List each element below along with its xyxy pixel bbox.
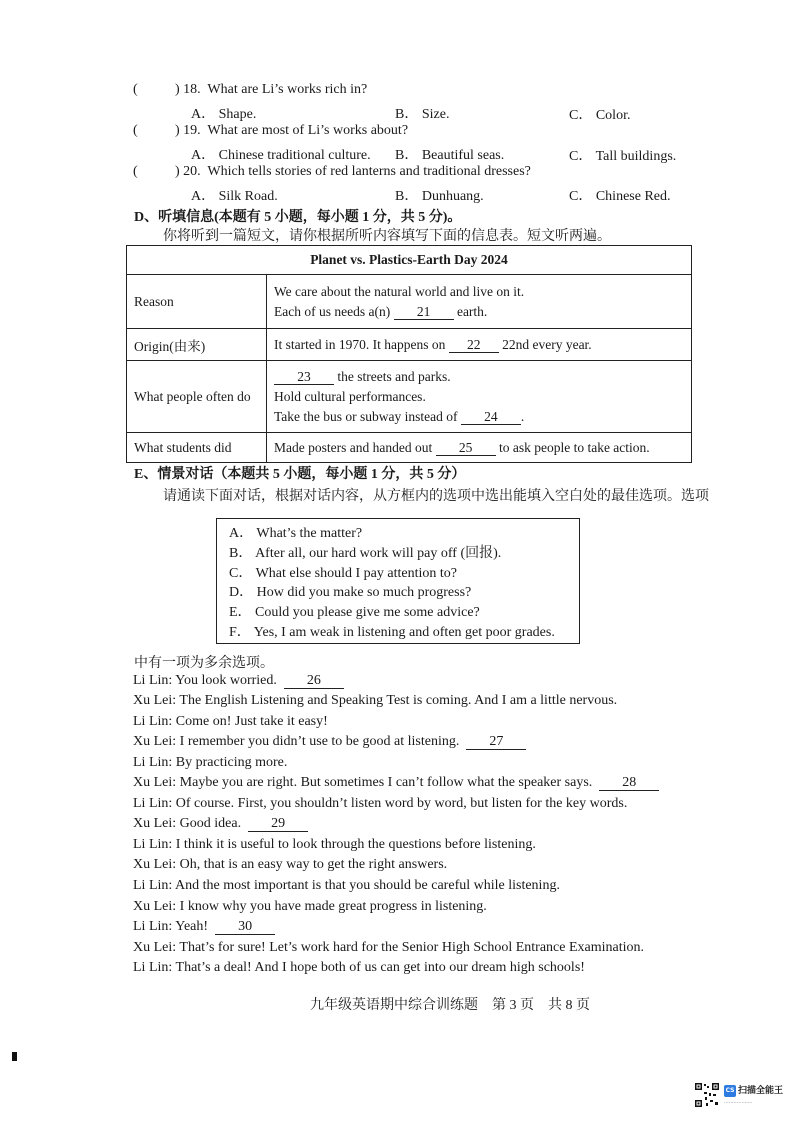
question-number: ) 18. [175, 82, 201, 97]
option-b: B． Dunhuang. [395, 189, 484, 204]
blank-28[interactable]: 28 [599, 775, 659, 791]
scanner-tagline-decoration: ·················· [724, 1100, 753, 1106]
blank-30[interactable]: 30 [215, 919, 275, 935]
reason-line-2: Each of us needs a(n) 21 earth. [274, 303, 488, 319]
question-text: What are Li’s works rich in? [207, 82, 368, 97]
option-c: C． Color. [569, 108, 631, 123]
dialogue-line: Xu Lei: That’s for sure! Let’s work hard for the Senior High School Entrance Examination. [133, 940, 644, 955]
dialogue-line: Xu Lei: Good idea. 29 [133, 815, 308, 833]
option-c: C． Chinese Red. [569, 189, 671, 204]
option-a: A． Silk Road. [191, 189, 278, 204]
qr-code-icon [694, 1082, 720, 1108]
dialogue-line: Li Lin: Come on! Just take it easy! [133, 714, 328, 729]
row-content-origin: It started in 1970. It happens on 22 22nd every year. [267, 329, 692, 361]
question-18 [133, 82, 367, 98]
option-d: D． How did you make so much progress? [229, 585, 472, 601]
dialogue-line: Xu Lei: I know why you have made great progress in listening. [133, 899, 487, 914]
dialogue-line: Li Lin: Yeah! 30 [133, 918, 275, 936]
question-19 [133, 123, 408, 139]
blank-21[interactable]: 21 [394, 304, 454, 320]
dialogue-line: Xu Lei: The English Listening and Speaking Test is coming. And I am a little nervous. [133, 693, 618, 708]
people-line-2: Hold cultural performances. [274, 388, 426, 404]
blank-25[interactable]: 25 [436, 440, 496, 456]
page-footer: 九年级英语期中综合训练题 第 3 页 共 8 页 [310, 998, 590, 1013]
people-line-3: Take the bus or subway instead of 24 . [274, 408, 525, 424]
option-e: E． Could you please give me some advice? [229, 605, 480, 621]
option-c: C． Tall buildings. [569, 149, 677, 164]
row-label-students: What students did [127, 433, 267, 463]
option-b: B． After all, our hard work will pay off (回报). [229, 545, 502, 561]
table-title: Planet vs. Plastics-Earth Day 2024 [127, 246, 692, 275]
question-number: ) 20. [175, 164, 201, 179]
section-d-heading: D、听填信息(本题有 5 小题，每小题 1 分，共 5 分)。 [134, 210, 462, 225]
scanner-brand: 扫描全能王 [738, 1086, 784, 1096]
scanner-stamp [694, 1082, 786, 1110]
dialogue-line: Xu Lei: I remember you didn’t use to be good at listening. 27 [133, 733, 526, 751]
dialogue-line: Li Lin: That’s a deal! And I hope both of us can get into our dream high schools! [133, 960, 585, 975]
option-b: B． Beautiful seas. [395, 148, 505, 163]
blank-23[interactable]: 23 [274, 369, 334, 385]
blank-26[interactable]: 26 [284, 673, 344, 689]
row-content-reason [267, 275, 692, 329]
blank-22[interactable]: 22 [449, 337, 499, 353]
dialogue-line: Li Lin: Of course. First, you shouldn’t listen word by word, but listen for the key words. [133, 796, 628, 811]
option-f: F． Yes, I am weak in listening and often get poor grades. [229, 624, 555, 640]
question-text: What are most of Li’s works about? [207, 123, 409, 138]
section-e-instruction: 请通读下面对话，根据对话内容，从方框内的选项中选出能填入空白处的最佳选项。选项 [163, 489, 709, 504]
option-a: A． Chinese traditional culture. [191, 148, 371, 163]
option-a: A． What’s the matter? [229, 526, 363, 541]
section-e-instruction-cont: 中有一项为多余选项。 [134, 656, 274, 671]
section-e-heading: E、情景对话（本题共 5 小题，每小题 1 分，共 5 分） [134, 467, 466, 482]
reason-line-1: We care about the natural world and live on it. [274, 283, 525, 299]
question-text: Which tells stories of red lanterns and traditional dresses? [207, 164, 531, 179]
row-content-people [267, 361, 692, 433]
blank-24[interactable]: 24 [461, 409, 521, 425]
dialogue-line: Li Lin: I think it is useful to look through the questions before listening. [133, 837, 536, 852]
info-table [126, 245, 692, 463]
answer-paren: ( [133, 82, 138, 97]
row-content-students: Made posters and handed out 25 to ask people to take action. [267, 433, 692, 463]
row-label-people: What people often do [127, 361, 267, 433]
blank-27[interactable]: 27 [466, 734, 526, 750]
section-d-instruction: 你将听到一篇短文，请你根据所听内容填写下面的信息表。短文听两遍。 [163, 229, 611, 244]
people-line-1: 23 the streets and parks. [274, 367, 684, 387]
row-label-origin: Origin(由来) [127, 329, 267, 361]
options-box [216, 518, 580, 644]
row-label-reason: Reason [127, 275, 267, 329]
answer-paren: ( [133, 123, 138, 138]
dialogue-line: Li Lin: By practicing more. [133, 755, 288, 770]
dialogue-line: Li Lin: And the most important is that you should be careful while listening. [133, 878, 560, 893]
answer-paren: ( [133, 164, 138, 179]
option-a: A． Shape. [191, 107, 257, 122]
blank-29[interactable]: 29 [248, 816, 308, 832]
question-20 [133, 164, 531, 180]
dialogue-line: Xu Lei: Maybe you are right. But sometimes I can’t follow what the speaker says. 28 [133, 774, 659, 792]
option-c: C． What else should I pay attention to? [229, 565, 457, 581]
dialogue-line: Li Lin: You look worried. 26 [133, 672, 344, 690]
scan-mark [12, 1052, 17, 1061]
cs-badge-icon: CS [724, 1085, 736, 1097]
question-number: ) 19. [175, 123, 201, 138]
dialogue-line: Xu Lei: Oh, that is an easy way to get the right answers. [133, 857, 448, 872]
option-b: B． Size. [395, 107, 450, 122]
